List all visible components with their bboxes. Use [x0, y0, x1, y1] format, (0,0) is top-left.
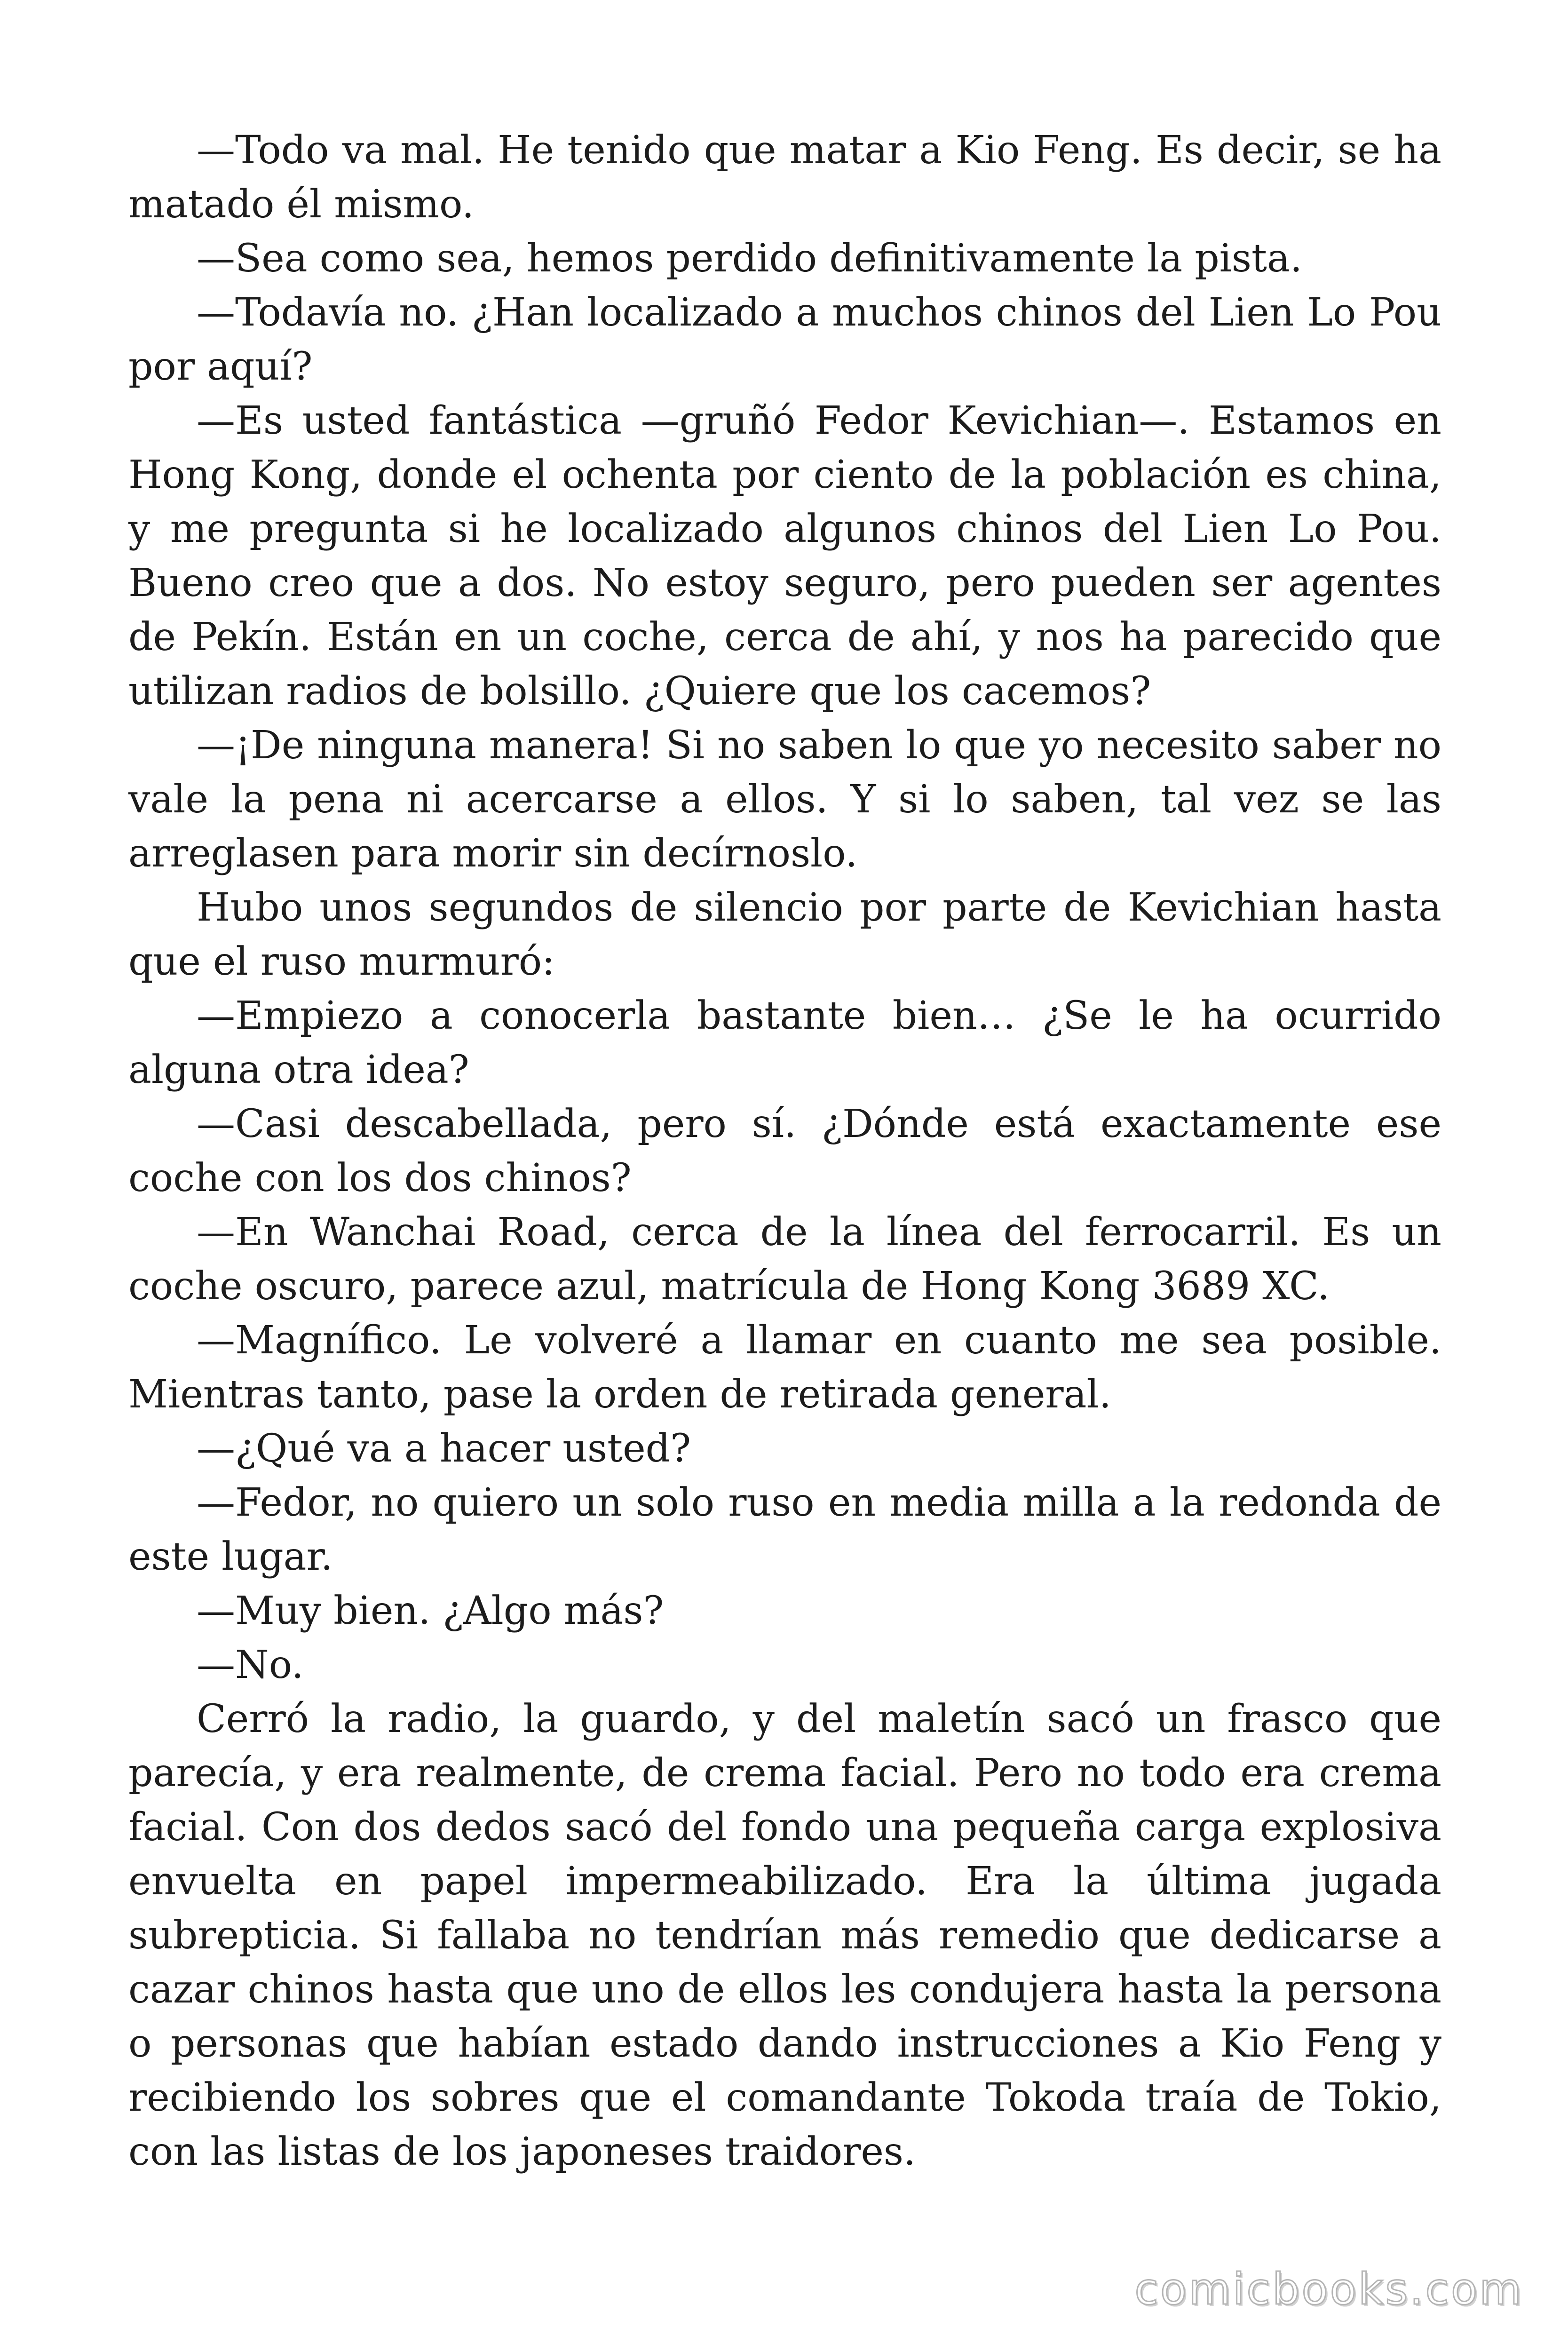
paragraph: —¿Qué va a hacer usted? [197, 1426, 691, 1471]
paragraph: Hubo unos segundos de silencio por parte de Kevichian hasta que el ruso murmuró: [128, 885, 1441, 984]
paragraph: —Muy bien. ¿Algo más? [197, 1589, 664, 1633]
paragraph: —Empiezo a conocerla bastante bien… ¿Se le ha ocurrido alguna otra idea? [128, 993, 1441, 1092]
paragraph: —Es usted fantástica —gruñó Fedor Kevichian—. Estamos en Hong Kong, donde el ochenta por ciento de la población es china, y me pregunta si he localizado algunos chinos del Lien Lo Pou. Bueno creo que a dos. No estoy seguro, pero pueden ser agentes de Pekín. Están en un coche, cerca de ahí, y nos ha parecido que utilizan radios de bolsillo. ¿Quiere que los cacemos? [128, 398, 1441, 714]
paragraph: —En Wanchai Road, cerca de la línea del ferrocarril. Es un coche oscuro, parece azul, matrícula de Hong Kong 3689 XC. [128, 1210, 1441, 1309]
paragraph: —Fedor, no quiero un solo ruso en media milla a la redonda de este lugar. [128, 1480, 1441, 1579]
paragraph: —Magnífico. Le volveré a llamar en cuanto me sea posible. Mientras tanto, pase la orden de retirada general. [128, 1318, 1441, 1417]
watermark: comicbooks.com [1134, 2264, 1523, 2314]
page-body-text [128, 123, 1441, 2179]
paragraph: —Todo va mal. He tenido que matar a Kio Feng. Es decir, se ha matado él mismo. [128, 128, 1441, 227]
paragraph: —¡De ninguna manera! Si no saben lo que yo necesito saber no vale la pena ni acercarse a ellos. Y si lo saben, tal vez se las arreglasen para morir sin decírnoslo. [128, 723, 1441, 876]
paragraph: —Casi descabellada, pero sí. ¿Dónde está exactamente ese coche con los dos chinos? [128, 1102, 1441, 1200]
paragraph: Cerró la radio, la guardo, y del maletín sacó un frasco que parecía, y era realmente, de crema facial. Pero no todo era crema facial. Con dos dedos sacó del fondo una pequeña carga explosiva envuelta en papel impermeabilizado. Era la última jugada subrepticia. Si fallaba no tendrían más remedio que dedicarse a cazar chinos hasta que uno de ellos les condujera hasta la persona o personas que habían estado dando instrucciones a Kio Feng y recibiendo los sobres que el comandante Tokoda traía de Tokio, con las listas de los japoneses traidores. [128, 1697, 1441, 2174]
paragraph: —No. [197, 1643, 304, 1687]
paragraph: —Todavía no. ¿Han localizado a muchos chinos del Lien Lo Pou por aquí? [128, 290, 1441, 389]
paragraph: —Sea como sea, hemos perdido definitivamente la pista. [197, 236, 1302, 281]
